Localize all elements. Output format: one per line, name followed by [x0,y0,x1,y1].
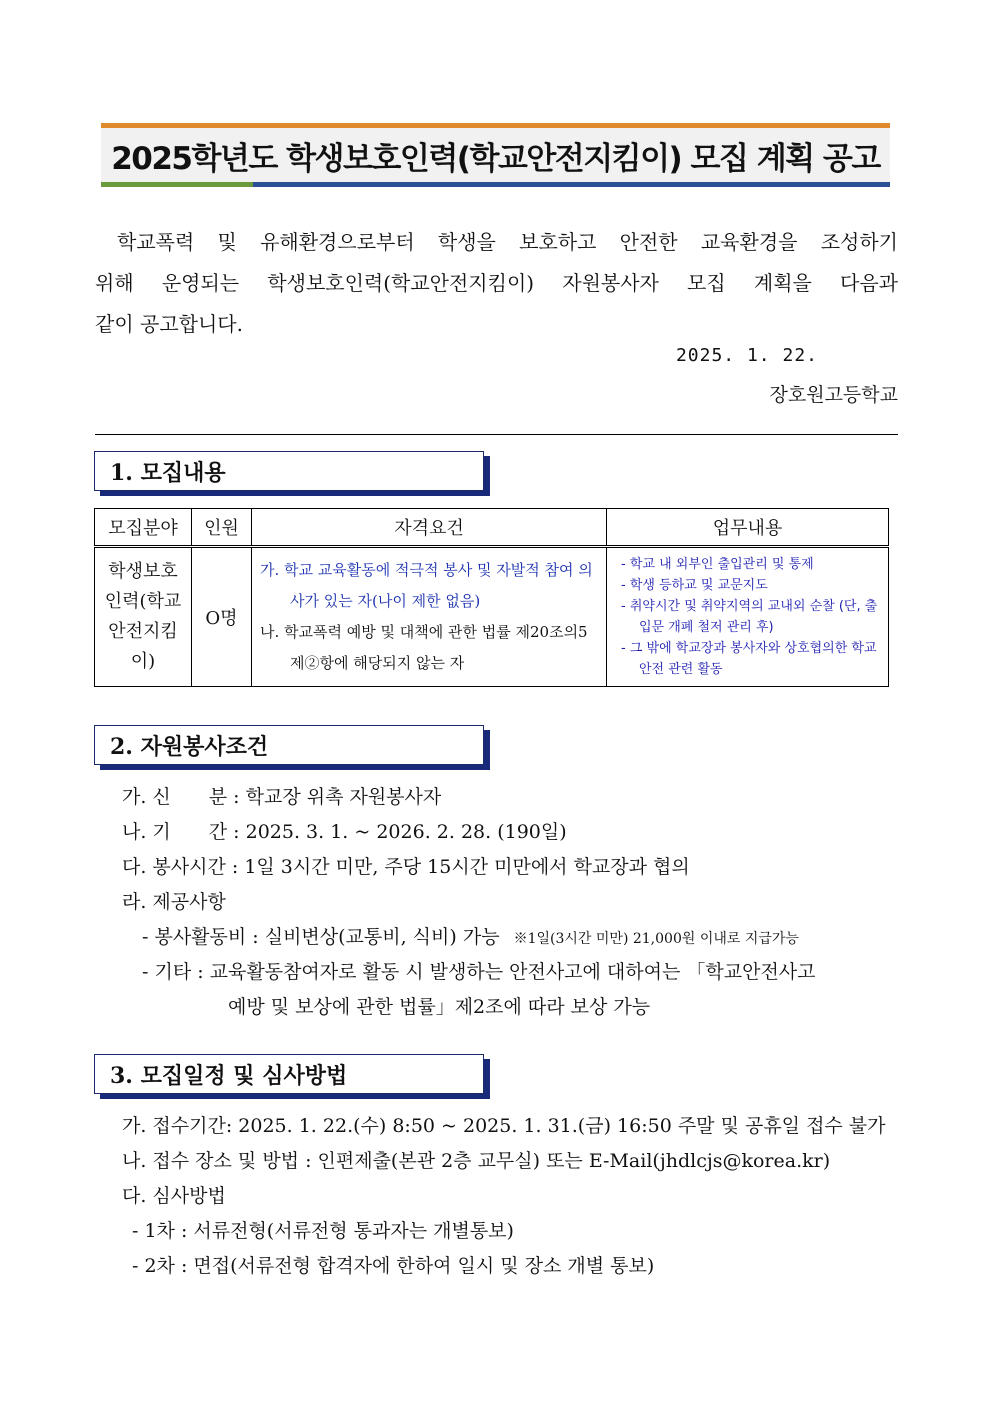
volunteer-status: 가. 신 분 : 학교장 위촉 자원봉사자 [122,786,442,808]
divider [95,434,898,435]
title-top-bar [101,123,890,128]
duty-item: - 학교 내 외부인 출입관리 및 통제 [621,557,814,572]
header-duties: 업무내용 [607,509,889,547]
count-cell: O명 [192,547,252,687]
volunteer-hours: 다. 봉사시간 : 1일 3시간 미만, 주당 15시간 미만에서 학교장과 협의 [122,856,690,878]
announcement-date: 2025. 1. 22. [675,345,818,366]
field-line: 인력(학교 [104,591,182,612]
allowance-note: ※1일(3시간 미만) 21,000원 이내로 지급가능 [513,931,799,947]
screening-method-label: 다. 심사방법 [122,1185,226,1207]
qualification-item: 나. 학교폭력 예방 및 대책에 관한 법률 제20조의5 제②항에 해당되지 않는 자 [260,623,588,672]
intro-line-3: 같이 공고합니다. [95,312,243,336]
school-name: 장호원고등학교 [769,384,898,406]
field-line: 안전지킴 [108,621,178,642]
first-round: - 1차 : 서류전형(서류전형 통과자는 개별통보) [132,1220,514,1242]
field-line: 학생보호 [108,561,178,582]
provided-items-label: 라. 제공사항 [122,891,226,913]
second-round: - 2차 : 면접(서류전형 합격자에 한하여 일시 및 장소 개별 통보) [132,1255,655,1277]
section-2-heading-box [94,725,484,765]
field-cell [95,547,192,687]
reception-place: 나. 접수 장소 및 방법 : 인편제출(본관 2층 교무실) 또는 E-Mail(jhdlcjs@korea.kr) [122,1150,831,1172]
etc-line-2: 예방 및 보상에 관한 법률」제2조에 따라 보상 가능 [228,996,651,1018]
table-row [95,547,889,687]
page-title: 2025학년도 학생보호인력(학교안전지킴이) 모집 계획 공고 [111,141,880,177]
etc-line-1: - 기타 : 교육활동참여자로 활동 시 발생하는 안전사고에 대하여는 「학교안전사고 [142,961,816,983]
header-field: 모집분야 [95,509,192,547]
title-bottom-bar-blue [253,182,890,187]
allowance-line [142,922,799,949]
intro-line-1: 학교폭력 및 유해환경으로부터 학생을 보호하고 안전한 교육환경을 조성하기 [117,230,898,254]
header-qualifications: 자격요건 [252,509,607,547]
duties-cell [607,547,889,687]
section-1-heading: 1. 모집내용 [110,460,226,486]
qualification-item: 가. 학교 교육활동에 적극적 봉사 및 자발적 참여 의사가 있는 자(나이 제한 없음) [260,561,593,610]
section-1-heading-box [94,451,484,491]
title-bottom-bar-green [101,182,253,187]
title-banner [101,123,890,187]
section-3-heading: 3. 모집일정 및 심사방법 [110,1063,348,1089]
duty-item: - 학생 등하교 및 교문지도 [621,578,768,593]
recruitment-table [94,508,889,687]
duty-item: - 취약시간 및 취약지역의 교내외 순찰 (단, 출입문 개폐 철저 관리 후) [621,599,878,635]
field-line: 이) [130,651,156,672]
allowance-text: - 봉사활동비 : 실비변상(교통비, 식비) 가능 [142,926,500,948]
table-header-row [95,509,889,547]
qualifications-cell [252,547,607,687]
volunteer-period: 나. 기 간 : 2025. 3. 1. ~ 2026. 2. 28. (190일) [122,821,567,843]
duty-item: - 그 밖에 학교장과 봉사자와 상호협의한 학교안전 관련 활동 [621,641,877,677]
reception-period: 가. 접수기간: 2025. 1. 22.(수) 8:50 ~ 2025. 1. 31.(금) 16:50 주말 및 공휴일 접수 불가 [122,1115,886,1137]
intro-line-2: 위해 운영되는 학생보호인력(학교안전지킴이) 자원봉사자 모집 계획을 다음과 [95,271,898,295]
intro-paragraph [95,222,898,345]
header-count: 인원 [192,509,252,547]
section-2-heading: 2. 자원봉사조건 [110,734,269,760]
section-3-heading-box [94,1054,484,1094]
